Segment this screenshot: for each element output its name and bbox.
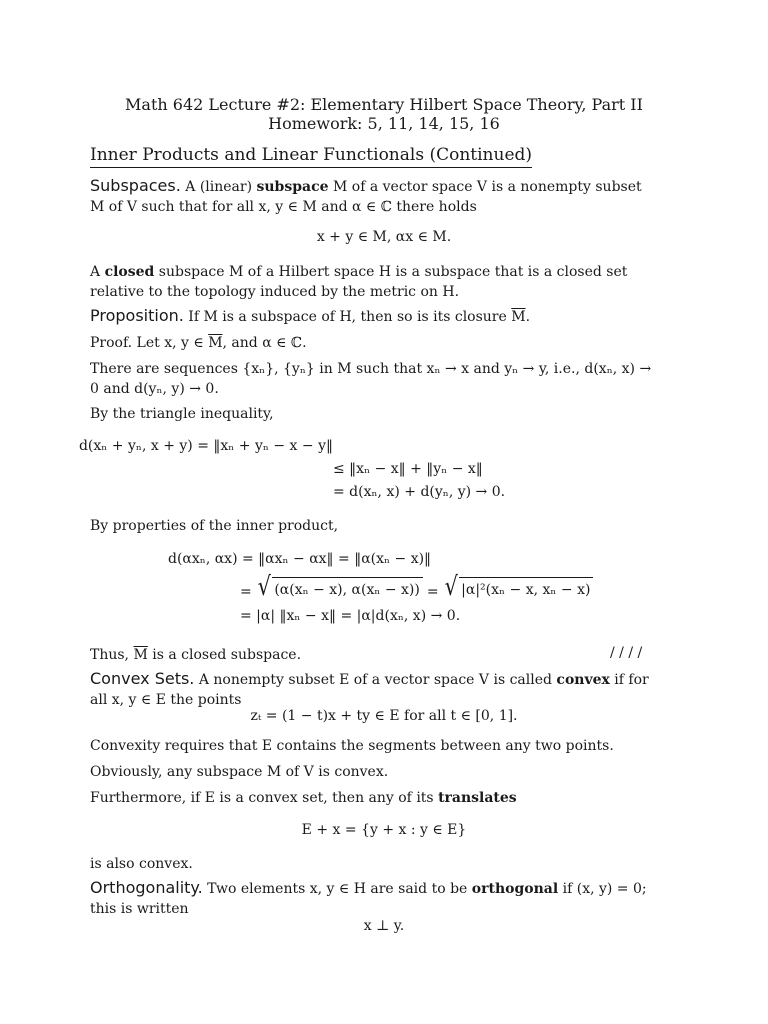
proposition-paragraph — [90, 306, 658, 327]
convex-text-2: if for all x, y ∈ E the points — [90, 672, 649, 708]
triangle-line-3: = d(xₙ, x) + d(yₙ, y) → 0. — [333, 484, 506, 500]
furthermore-text: Furthermore, if E is a convex set, then any of its — [90, 790, 439, 806]
subspaces-text-1: A (linear) — [180, 179, 257, 195]
subspaces-paragraph — [90, 176, 658, 217]
proof-text-a: Proof. Let x, y ∈ — [90, 335, 209, 351]
inner-product-line-1: d(αxₙ, αx) = ‖αxₙ − αx‖ = ‖α(xₙ − x)‖ — [168, 551, 432, 567]
convex-heading: Convex Sets. — [90, 669, 195, 688]
proof-closure: $\overline{M}$ — [208, 335, 223, 351]
proposition-text-b: . — [525, 309, 531, 325]
furthermore-line — [90, 788, 658, 808]
proof-text-b: , and α ∈ ℂ. — [222, 335, 307, 351]
convex-display: zₜ = (1 − t)x + ty ∈ E for all t ∈ [0, 1]. — [250, 708, 518, 724]
square-root-2: √ |α|²(xₙ − x, xₙ − x) — [443, 574, 594, 600]
convex-term: convex — [556, 672, 610, 688]
subspace-closure-display: x + y ∈ M, αx ∈ M. — [316, 229, 452, 245]
translates-term: translates — [438, 790, 517, 806]
thus-text-b: is a closed subspace. — [147, 647, 302, 663]
also-convex-line: is also convex. — [90, 856, 193, 872]
ip-root-2: |α|²(xₙ − x, xₙ − x) — [459, 577, 593, 600]
convex-text-1: A nonempty subset E of a vector space V is called — [194, 672, 557, 688]
orthogonality-text-2: if (x, y) = 0; this is written — [90, 881, 647, 917]
title-line-1: Math 642 Lecture #2: Elementary Hilbert Space Theory, Part II — [125, 95, 643, 114]
section-title: Inner Products and Linear Functionals (Continued) — [90, 145, 532, 168]
thus-text-a: Thus, — [90, 647, 134, 663]
ip-equals-1: = — [240, 584, 252, 600]
closed-subspace-paragraph — [90, 262, 658, 302]
convex-paragraph — [90, 669, 658, 710]
closed-text-1: A — [90, 264, 105, 280]
closed-term: closed — [104, 264, 155, 280]
translate-display: E + x = {y + x : y ∈ E} — [301, 822, 467, 838]
square-root-1: √ (α(xₙ − x), α(xₙ − x)) — [256, 574, 423, 600]
orthogonal-display: x ⊥ y. — [363, 918, 405, 934]
triangle-intro: By the triangle inequality, — [90, 406, 274, 422]
proof-line-1 — [90, 333, 658, 353]
subspaces-heading: Subspaces. — [90, 176, 181, 195]
proposition-heading: Proposition. — [90, 306, 184, 325]
orthogonality-paragraph — [90, 878, 658, 919]
orthogonality-heading: Orthogonality. — [90, 878, 203, 897]
title-line-2: Homework: 5, 11, 14, 15, 16 — [268, 114, 500, 133]
inner-product-line-2 — [240, 574, 593, 600]
thus-line — [90, 645, 658, 665]
subspace-term: subspace — [256, 179, 329, 195]
ip-equals-2: = — [426, 584, 439, 600]
inner-product-intro: By properties of the inner product, — [90, 518, 339, 534]
orthogonality-text-1: Two elements x, y ∈ H are said to be — [202, 881, 472, 897]
qed-mark: / / / / — [610, 645, 643, 661]
orthogonal-term: orthogonal — [471, 881, 559, 897]
thus-closure: $\overline{M}$ — [133, 647, 148, 663]
triangle-line-2: ≤ ‖xₙ − x‖ + ‖yₙ − x‖ — [333, 461, 483, 477]
ip-root-1: (α(xₙ − x), α(xₙ − x)) — [272, 577, 423, 600]
convexity-requires: Convexity requires that E contains the segments between any two points. — [90, 738, 614, 754]
closure-symbol: $\overline{M}$ — [511, 309, 526, 325]
sequences-paragraph: There are sequences {xₙ}, {yₙ} in M such that xₙ → x and yₙ → y, i.e., d(xₙ, x) → 0 and d(yₙ, y) → 0. — [90, 361, 652, 397]
triangle-lhs: d(xₙ + yₙ, x + y) = ‖xₙ + yₙ − x − y‖ — [78, 438, 333, 454]
inner-product-line-3: = |α| ‖xₙ − x‖ = |α|d(xₙ, x) → 0. — [240, 608, 461, 624]
obviously-line: Obviously, any subspace M of V is convex. — [90, 764, 389, 780]
subspaces-text-2: M of a vector space V is a nonempty subset M of V such that for all x, y ∈ M and α ∈ ℂ there holds — [90, 179, 642, 215]
proposition-text-a: If M is a subspace of H, then so is its closure — [183, 309, 512, 325]
closed-text-2: subspace M of a Hilbert space H is a subspace that is a closed set relative to the topology induced by the metric on H. — [90, 264, 628, 300]
